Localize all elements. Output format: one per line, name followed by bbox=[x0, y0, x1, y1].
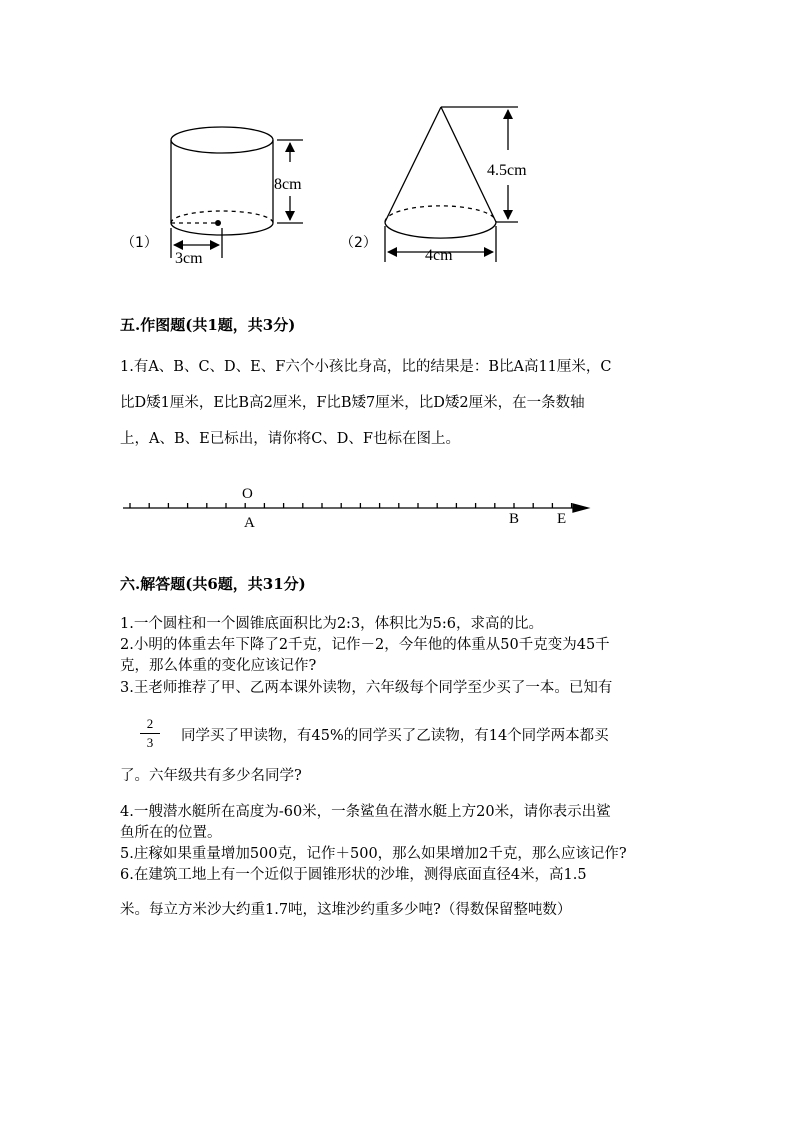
section6-q1: 1.一个圆柱和一个圆锥底面积比为2:3，体积比为5:6，求高的比。 bbox=[120, 616, 544, 632]
point-a-label: A bbox=[244, 515, 255, 530]
fraction-numerator: 2 bbox=[146, 716, 154, 731]
section6-q3-line3: 了。六年级共有多少名同学? bbox=[120, 768, 302, 784]
cylinder-bottom-back bbox=[171, 211, 273, 223]
section6-q2-line1: 2.小明的体重去年下降了2千克，记作－2，今年他的体重从50千克变为45千 bbox=[120, 637, 610, 653]
cone-figure bbox=[385, 107, 518, 262]
point-e-label: E bbox=[557, 511, 567, 527]
cone-height-label: 4.5cm bbox=[487, 162, 527, 179]
section6-q3-line1: 3.王老师推荐了甲、乙两本课外读物，六年级每个同学至少买了一本。已知有 bbox=[120, 680, 613, 696]
section6-q4-line1: 4.一艘潜水艇所在高度为-60米，一条鲨鱼在潜水艇上方20米，请你表示出鲨 bbox=[120, 804, 611, 820]
cylinder-height-label: 8cm bbox=[274, 176, 302, 193]
cylinder-width-label: 3cm bbox=[175, 250, 203, 267]
section6-heading: 六.解答题(共6题，共31分) bbox=[120, 575, 306, 593]
section5-heading: 五.作图题(共1题，共3分) bbox=[120, 316, 296, 334]
section6-q4-line2: 鱼所在的位置。 bbox=[120, 825, 222, 841]
section6-q5: 5.庄稼如果重量增加500克，记作＋500，那么如果增加2千克，那么应该记作? bbox=[120, 846, 627, 862]
section5-q1-line2: 比D矮1厘米，E比B高2厘米，F比B矮7厘米，比D矮2厘米，在一条数轴 bbox=[120, 395, 585, 411]
point-b-label: B bbox=[509, 511, 520, 527]
cylinder-top-ellipse bbox=[171, 127, 273, 153]
section6-q6-line1: 6.在建筑工地上有一个近似于圆锥形状的沙堆，测得底面直径4米，高1.5 bbox=[120, 867, 587, 883]
cone-base-back bbox=[385, 206, 496, 222]
number-line-arrowhead bbox=[573, 504, 588, 512]
fraction-denominator: 3 bbox=[146, 735, 154, 750]
cone-caption: （2） bbox=[340, 235, 377, 251]
number-line bbox=[0, 480, 794, 530]
cone-left-edge bbox=[385, 107, 441, 222]
cone-base-front bbox=[385, 222, 496, 238]
cone-width-label: 4cm bbox=[425, 247, 453, 264]
solid-figures bbox=[0, 0, 794, 300]
origin-label: O bbox=[242, 486, 253, 502]
section5-q1-line1: 1.有A、B、C、D、E、F六个小孩比身高，比的结果是：B比A高11厘米，C bbox=[120, 359, 612, 375]
cylinder-caption: （1） bbox=[121, 235, 158, 251]
section6-q3-line2: 同学买了甲读物，有45%的同学买了乙读物，有14个同学两本都买 bbox=[181, 728, 609, 744]
fraction-two-thirds bbox=[140, 716, 160, 751]
section5-q1-line3: 上，A、B、E已标出，请你将C、D、F也标在图上。 bbox=[120, 431, 460, 447]
section6-q2-line2: 克，那么体重的变化应该记作? bbox=[120, 658, 317, 674]
cylinder-center-dot bbox=[215, 220, 221, 226]
section6-q6-line2: 米。每立方米沙大约重1.7吨，这堆沙约重多少吨?（得数保留整吨数） bbox=[120, 902, 572, 918]
